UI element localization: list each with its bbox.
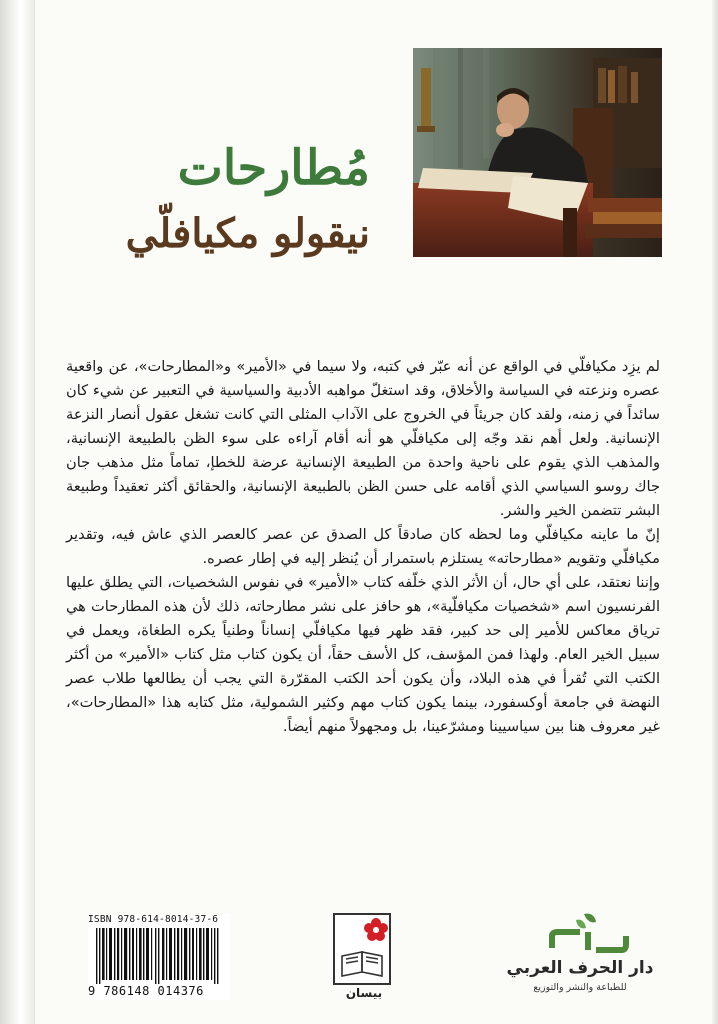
barcode-number: 9 786148 014376 xyxy=(88,984,204,998)
book-title: مُطارحات xyxy=(177,140,370,196)
cover-right-edge xyxy=(712,0,718,1024)
flower-book-icon xyxy=(330,912,398,986)
portrait-painting-icon xyxy=(413,48,662,257)
bisan-name: بيسان xyxy=(345,986,383,1000)
blurb-paragraph: إنّ ما عاينه مكيافلّي وما لحظه كان صادقاً كل الصدق عن عصر كالعصر الذي عاش فيه، وتقدير مكيافلّي وتقويم «مطارحاته» يستلزم باستمرار أن يُنظر إليه في إطار عصره. xyxy=(66,526,660,567)
bisan-logo xyxy=(330,912,398,994)
blurb-paragraph: وإننا نعتقد، على أي حال، أن الأثر الذي خلّفه كتاب «الأمير» في نفوس الشخصيات، التي يطلق عليها الفرنسيون اسم «شخصيات مكيافلّية»، هو حافز على نشر مطارحاته، ذلك لأن هذه المطارحات هي ترياق معاكس للأمير إلى حد كبير، فقد ظهر فيها مكيافلّي إنساناً وطنياً يكره الطغاة، ويعمل في سبيل الخير العام. ولهذا فمن المؤسف، كل الأسف حقاً، أن يكون كتاب مثل كتاب «الأمير» من أكثر الكتب التي تُقرأ في هذه البلاد، وأن يكون أحد الكتب المقرّرة التي يجب أن يطالعها طلاب عصر النهضة في جامعة أوكسفورد، بينما يكون كتاب مهم وكثير الشمولية، مثل كتابه هذا «المطارحات»، غير معروف هنا بين سياسيينا ومشرّعينا، بل ومجهولاً منهم أيضاً. xyxy=(66,574,660,735)
book-author: نيقولو مكيافلّي xyxy=(125,210,370,257)
barcode-bars-icon xyxy=(90,928,228,984)
cover-painting xyxy=(413,48,662,257)
blurb-paragraph: لم يزِد مكيافلّي في الواقع عن أنه عبّر في كتبه، ولا سيما في «الأمير» و«المطارحات»، عن واقعية عصره ونزعته في السياسة والأخلاق، وقد استغلّ مواهبه الأدبية والسياسية في التعبير عن شيء كان سائداً في زمنه، ولقد كان جريئاً في الخروج على الآداب المثلى التي كانت تشغل عقول أنصار النزعة الإنسانية. ولعل أهم نقد وجّه إلى مكيافلّي هو أنه أقام آراءه على سوء الظن بالطبيعة الإنسانية، والمذهب الذي يقوم على ناحية واحدة من الطبيعة الإنسانية عرضة للخطإ، تماماً مثل مذهب جان جاك روسو السياسي الذي أقامه على حسن الظن بالطبيعة الإنسانية، والحقائق أكثر تعقيداً وطبيعة البشر تتضمن الخير والشر. xyxy=(66,358,660,519)
isbn-barcode xyxy=(88,914,230,1000)
book-spine-edge xyxy=(0,0,35,1024)
isbn-label: ISBN 978-614-8014-37-6 xyxy=(88,914,219,925)
dar-subtitle: للطباعة والنشر والتوزيع xyxy=(533,982,627,993)
dar-name: دار الحرف العربي xyxy=(506,958,654,978)
leaf-logo-icon xyxy=(528,910,648,960)
back-cover-blurb xyxy=(66,355,660,739)
